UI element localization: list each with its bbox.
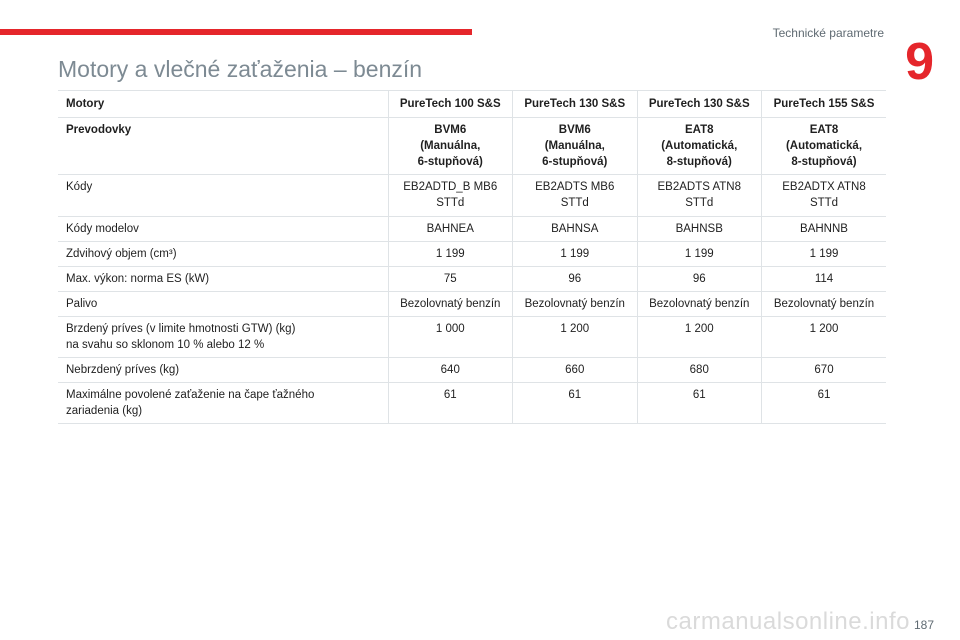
table-cell: Bezolovnatý benzín bbox=[762, 291, 887, 316]
table-cell: EB2ADTS MB6 STTd bbox=[513, 175, 638, 216]
table-cell: 96 bbox=[513, 266, 638, 291]
row-label: Max. výkon: norma ES (kW) bbox=[58, 266, 388, 291]
table-row bbox=[58, 241, 886, 266]
table-cell: EB2ADTD_B MB6 STTd bbox=[388, 175, 513, 216]
row-label: Prevodovky bbox=[58, 118, 388, 175]
table-cell: EAT8 (Automatická, 8-stupňová) bbox=[637, 118, 762, 175]
table-cell: 1 199 bbox=[513, 241, 638, 266]
column-header: PureTech 100 S&S bbox=[388, 91, 513, 118]
column-header: PureTech 130 S&S bbox=[513, 91, 638, 118]
table-cell: 680 bbox=[637, 358, 762, 383]
row-label: Zdvihový objem (cm³) bbox=[58, 241, 388, 266]
table-cell: BAHNSA bbox=[513, 216, 638, 241]
table-cell: EB2ADTX ATN8 STTd bbox=[762, 175, 887, 216]
table-cell: EB2ADTS ATN8 STTd bbox=[637, 175, 762, 216]
table-cell: Bezolovnatý benzín bbox=[513, 291, 638, 316]
column-header: PureTech 155 S&S bbox=[762, 91, 887, 118]
row-label: Maximálne povolené zaťaženie na čape ťažného zariadenia (kg) bbox=[58, 383, 388, 424]
row-label: Palivo bbox=[58, 291, 388, 316]
table-cell: 1 200 bbox=[637, 316, 762, 357]
table-cell: BAHNEA bbox=[388, 216, 513, 241]
table-cell: Bezolovnatý benzín bbox=[637, 291, 762, 316]
row-label: Kódy bbox=[58, 175, 388, 216]
table-row bbox=[58, 291, 886, 316]
table-cell: 61 bbox=[513, 383, 638, 424]
table-cell: 61 bbox=[637, 383, 762, 424]
table-cell: Bezolovnatý benzín bbox=[388, 291, 513, 316]
engine-specs-table bbox=[58, 90, 886, 424]
table-cell: 1 199 bbox=[637, 241, 762, 266]
column-header: PureTech 130 S&S bbox=[637, 91, 762, 118]
codes-row bbox=[58, 175, 886, 216]
row-label: Kódy modelov bbox=[58, 216, 388, 241]
watermark: carmanualsonline.info bbox=[666, 608, 910, 635]
table-row bbox=[58, 266, 886, 291]
table-cell: 640 bbox=[388, 358, 513, 383]
table-cell: 114 bbox=[762, 266, 887, 291]
table-cell: 670 bbox=[762, 358, 887, 383]
page-title: Motory a vlečné zaťaženia – benzín bbox=[58, 56, 423, 82]
row-label: Nebrzdený príves (kg) bbox=[58, 358, 388, 383]
table-cell: BVM6 (Manuálna, 6-stupňová) bbox=[513, 118, 638, 175]
table-row bbox=[58, 383, 886, 424]
table-header-row bbox=[58, 91, 886, 118]
table-cell: BVM6 (Manuálna, 6-stupňová) bbox=[388, 118, 513, 175]
table-cell: BAHNNB bbox=[762, 216, 887, 241]
table-cell: BAHNSB bbox=[637, 216, 762, 241]
column-header: Motory bbox=[58, 91, 388, 118]
header-accent-bar bbox=[0, 29, 472, 35]
table-row bbox=[58, 216, 886, 241]
table-cell: 1 199 bbox=[762, 241, 887, 266]
table-cell: 1 200 bbox=[513, 316, 638, 357]
table-cell: 1 000 bbox=[388, 316, 513, 357]
table-cell: 96 bbox=[637, 266, 762, 291]
gearbox-row bbox=[58, 118, 886, 175]
table-cell: EAT8 (Automatická, 8-stupňová) bbox=[762, 118, 887, 175]
table-cell: 1 200 bbox=[762, 316, 887, 357]
page-number: 187 bbox=[913, 618, 934, 632]
table-row bbox=[58, 358, 886, 383]
table-cell: 660 bbox=[513, 358, 638, 383]
table-cell: 61 bbox=[762, 383, 887, 424]
table-cell: 75 bbox=[388, 266, 513, 291]
table-cell: 61 bbox=[388, 383, 513, 424]
row-label: Brzdený príves (v limite hmotnosti GTW) (kg) na svahu so sklonom 10 % alebo 12 % bbox=[58, 316, 388, 357]
section-title: Technické parametre bbox=[772, 26, 884, 40]
table-row bbox=[58, 316, 886, 357]
chapter-number: 9 bbox=[905, 33, 934, 91]
table-cell: 1 199 bbox=[388, 241, 513, 266]
